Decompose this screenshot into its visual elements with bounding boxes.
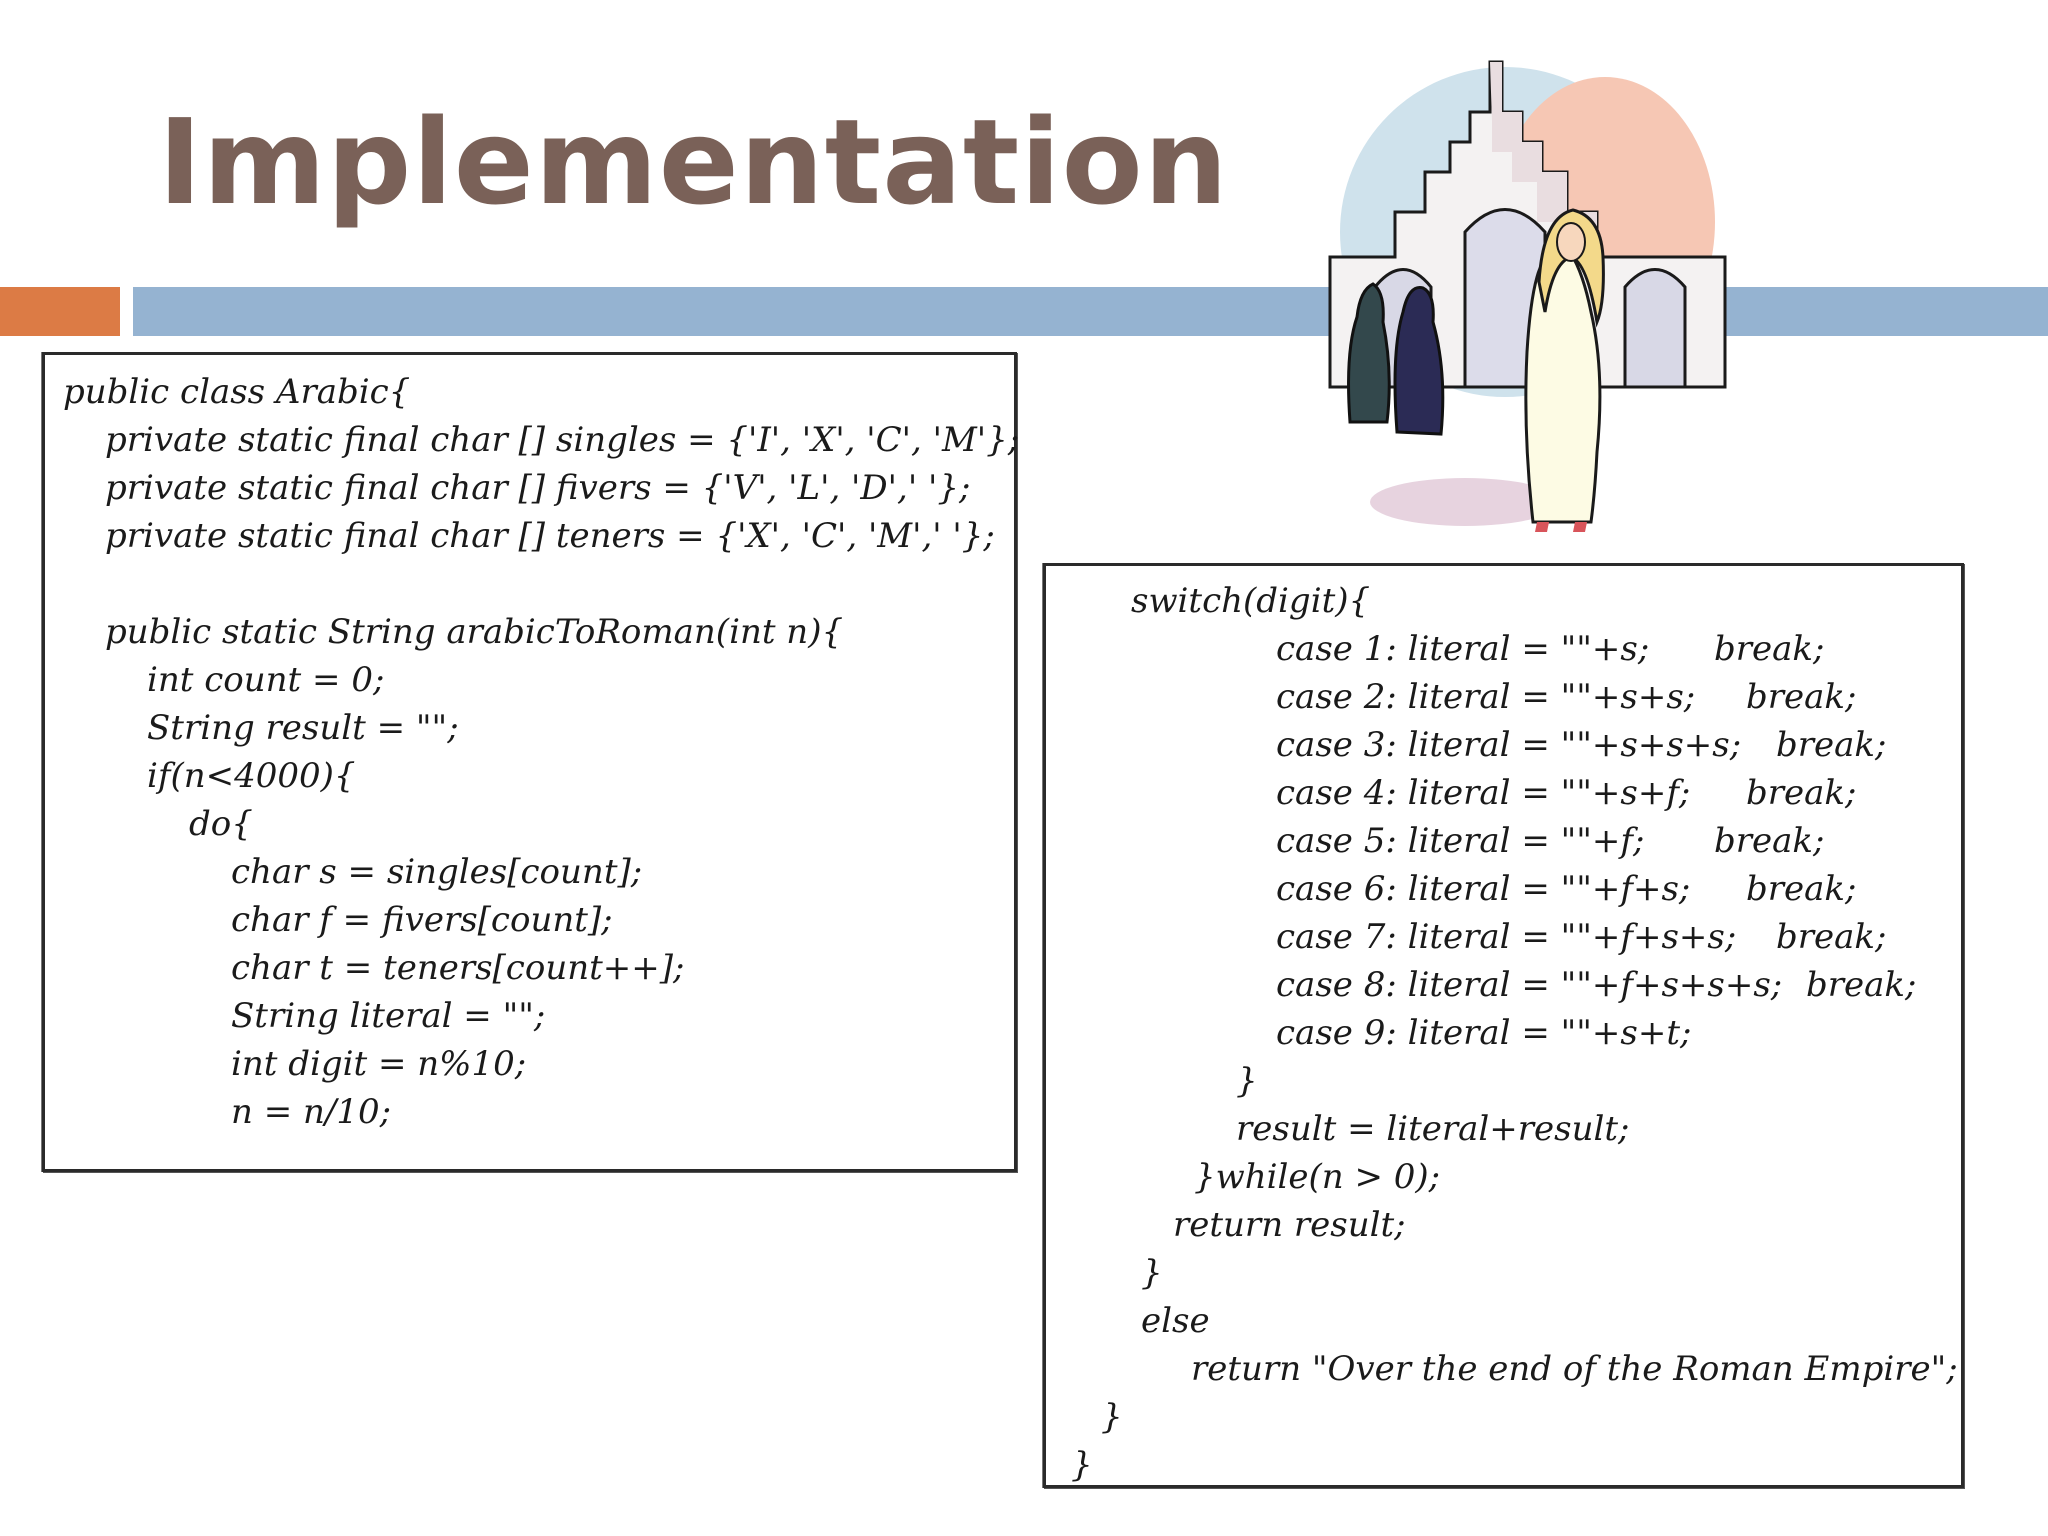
code-line: private static final char [] fivers = {'V', 'L', 'D',' '};	[105, 468, 971, 508]
code-line: do{	[189, 804, 253, 844]
code-line: char f = fivers[count];	[231, 900, 613, 940]
code-line: String literal = "";	[231, 996, 546, 1036]
code-line: switch(digit){	[1131, 581, 1371, 621]
code-line: char s = singles[count];	[231, 852, 643, 892]
code-line: public static String arabicToRoman(int n){	[105, 612, 844, 652]
people-at-building-illustration	[1305, 52, 1735, 542]
code-line: int count = 0;	[147, 660, 385, 700]
break-keyword: break;	[1746, 869, 1857, 909]
code-line: }	[1236, 1061, 1258, 1101]
code-line: String result = "";	[147, 708, 459, 748]
break-keyword: break;	[1714, 821, 1825, 861]
code-line: case 7: literal = ""+f+s+s;	[1276, 917, 1737, 957]
break-keyword: break;	[1806, 965, 1917, 1005]
code-line: else	[1141, 1301, 1210, 1341]
accent-bar	[0, 287, 120, 336]
code-line: int digit = n%10;	[231, 1044, 527, 1084]
code-line: }	[1141, 1253, 1163, 1293]
code-line: case 3: literal = ""+s+s+s;	[1276, 725, 1742, 765]
code-line: case 5: literal = ""+f;	[1276, 821, 1645, 861]
code-line: case 8: literal = ""+f+s+s+s;	[1276, 965, 1783, 1005]
slide-title: Implementation	[158, 93, 1229, 231]
title-underline-bar	[133, 287, 2048, 336]
code-line: return "Over the end of the Roman Empire";	[1191, 1349, 1958, 1389]
code-line: n = n/10;	[231, 1092, 392, 1132]
break-keyword: break;	[1746, 677, 1857, 717]
code-line: private static final char [] teners = {'X', 'C', 'M',' '};	[105, 516, 995, 556]
code-line: case 6: literal = ""+f+s;	[1276, 869, 1691, 909]
break-keyword: break;	[1776, 725, 1887, 765]
code-box-right	[1043, 563, 1964, 1488]
break-keyword: break;	[1714, 629, 1825, 669]
code-line: }	[1071, 1445, 1093, 1485]
code-line: char t = teners[count++];	[231, 948, 685, 988]
code-line: }	[1101, 1397, 1123, 1437]
code-line: return result;	[1173, 1205, 1406, 1245]
code-line: case 4: literal = ""+s+f;	[1276, 773, 1691, 813]
code-line: private static final char [] singles = {'I', 'X', 'C', 'M'};	[105, 420, 1020, 460]
code-line: public class Arabic{	[63, 372, 411, 412]
code-box-left	[42, 352, 1020, 1172]
code-line: case 2: literal = ""+s+s;	[1276, 677, 1696, 717]
code-line: }while(n > 0);	[1194, 1157, 1441, 1197]
break-keyword: break;	[1776, 917, 1887, 957]
code-line: if(n<4000){	[147, 756, 356, 796]
code-line: case 1: literal = ""+s;	[1276, 629, 1650, 669]
code-line: case 9: literal = ""+s+t;	[1276, 1013, 1692, 1053]
code-line: result = literal+result;	[1236, 1109, 1630, 1149]
break-keyword: break;	[1746, 773, 1857, 813]
